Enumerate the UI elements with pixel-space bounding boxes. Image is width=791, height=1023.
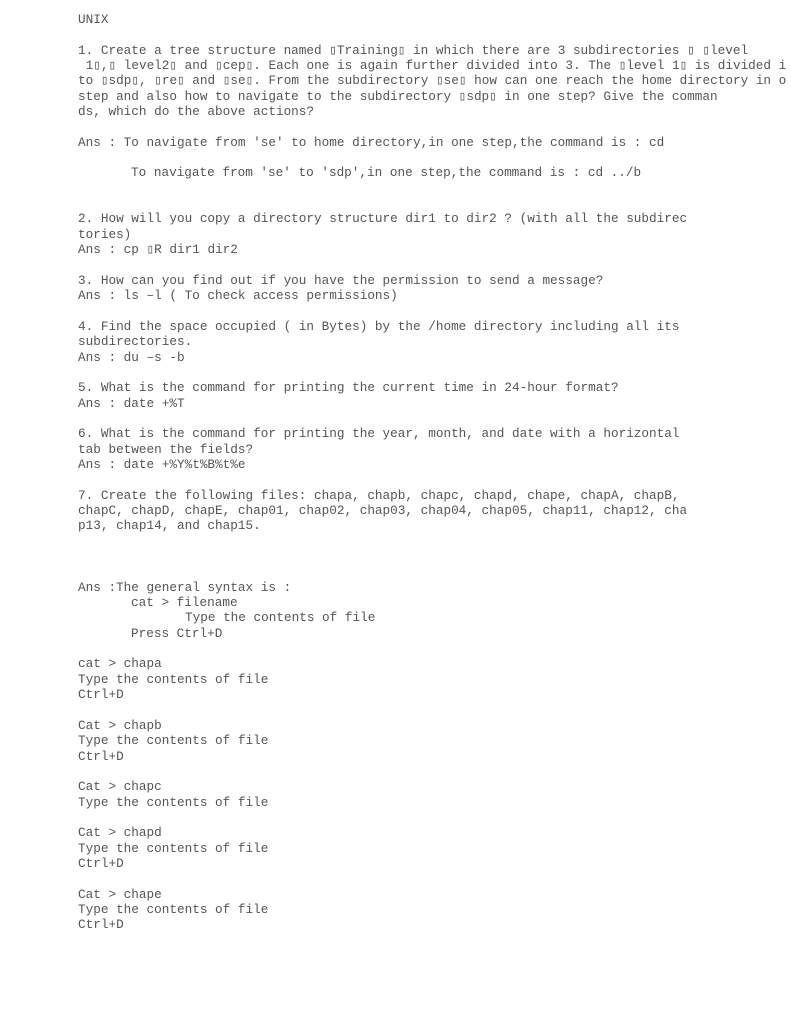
spacer [78, 150, 791, 165]
question-1-line: to ▯sdp▯, ▯re▯ and ▯se▯. From the subdirectory ▯se▯ how can one reach the home directory in o [78, 73, 787, 89]
spacer [78, 27, 791, 42]
document-title: UNIX [78, 12, 109, 27]
syntax-command: cat > filename [131, 595, 238, 611]
spacer [78, 411, 791, 426]
question-7-line: 7. Create the following files: chapa, chapb, chapc, chapd, chape, chapA, chapB, [78, 487, 680, 503]
question-2-line: 2. How will you copy a directory structure dir1 to dir2 ? (with all the subdirec [78, 211, 688, 227]
document-page [78, 12, 791, 933]
spacer [78, 702, 791, 717]
spacer [78, 764, 791, 779]
question-1-line: 1▯,▯ level2▯ and ▯cep▯. Each one is again further divided into 3. The ▯level 1▯ is divided i [78, 58, 787, 74]
answer-1-line-2: To navigate from 'se' to 'sdp',in one step,the command is : cd ../b [131, 165, 642, 181]
spacer [78, 564, 791, 579]
spacer [78, 196, 791, 211]
spacer [78, 549, 791, 564]
example-block [78, 718, 791, 779]
question-1 [78, 43, 791, 212]
example-block [78, 887, 791, 933]
spacer [78, 181, 791, 196]
example-end: Ctrl+D [78, 855, 124, 871]
question-1-line: 1. Create a tree structure named ▯Training▯ in which there are 3 subdirectories ▯ ▯level [78, 42, 749, 58]
example-type: Type the contents of file [78, 671, 269, 687]
example-end: Ctrl+D [78, 748, 124, 764]
syntax-type: Type the contents of file [185, 610, 376, 626]
spacer [78, 365, 791, 380]
answer-3: Ans : ls –l ( To check access permissions) [78, 288, 398, 304]
question-2 [78, 211, 791, 272]
example-command: Cat > chapb [78, 717, 162, 733]
spacer [78, 258, 791, 273]
question-4-line: 4. Find the space occupied ( in Bytes) by the /home directory including all its [78, 318, 680, 334]
question-6 [78, 426, 791, 487]
spacer [78, 641, 791, 656]
question-7-line: chapC, chapD, chapE, chap01, chap02, chap03, chap04, chap05, chap11, chap12, cha [78, 503, 688, 518]
example-type: Type the contents of file [78, 901, 269, 917]
example-command: Cat > chape [78, 886, 162, 902]
example-end: Ctrl+D [78, 687, 124, 703]
example-end: Ctrl+D [78, 917, 124, 933]
spacer [78, 472, 791, 487]
example-command: Cat > chapc [78, 779, 162, 795]
spacer [78, 810, 791, 825]
example-command: Cat > chapd [78, 825, 162, 841]
example-type: Type the contents of file [78, 840, 269, 856]
answer-2: Ans : cp ▯R dir1 dir2 [78, 242, 238, 258]
example-command: cat > chapa [78, 656, 162, 672]
question-7-line: p13, chap14, and chap15. [78, 518, 261, 534]
question-6-line: 6. What is the command for printing the year, month, and date with a horizontal [78, 426, 680, 442]
example-block [78, 825, 791, 886]
question-7 [78, 488, 791, 933]
question-1-line: step and also how to navigate to the subdirectory ▯sdp▯ in one step? Give the comman [78, 88, 718, 104]
question-4-line: subdirectories. [78, 334, 193, 350]
example-type: Type the contents of file [78, 794, 269, 810]
answer-1-line-1: Ans : To navigate from 'se' to home directory,in one step,the command is : cd [78, 134, 665, 150]
spacer [78, 119, 791, 134]
example-block [78, 779, 791, 825]
spacer [78, 534, 791, 549]
spacer [78, 871, 791, 886]
question-4 [78, 319, 791, 380]
syntax-press: Press Ctrl+D [131, 625, 223, 641]
answer-6: Ans : date +%Y%t%B%t%e [78, 456, 246, 472]
question-1-line: ds, which do the above actions? [78, 104, 315, 120]
question-5-line: 5. What is the command for printing the current time in 24-hour format? [78, 380, 619, 396]
question-5 [78, 380, 791, 426]
answer-4: Ans : du –s -b [78, 349, 185, 365]
answer-5: Ans : date +%T [78, 395, 185, 411]
question-3-line: 3. How can you find out if you have the permission to send a message? [78, 272, 604, 288]
spacer [78, 304, 791, 319]
example-block [78, 656, 791, 717]
syntax-intro: Ans :The general syntax is : [78, 579, 292, 595]
question-3 [78, 273, 791, 319]
question-2-line: tories) [78, 226, 132, 242]
example-type: Type the contents of file [78, 733, 269, 749]
question-6-line: tab between the fields? [78, 441, 254, 457]
